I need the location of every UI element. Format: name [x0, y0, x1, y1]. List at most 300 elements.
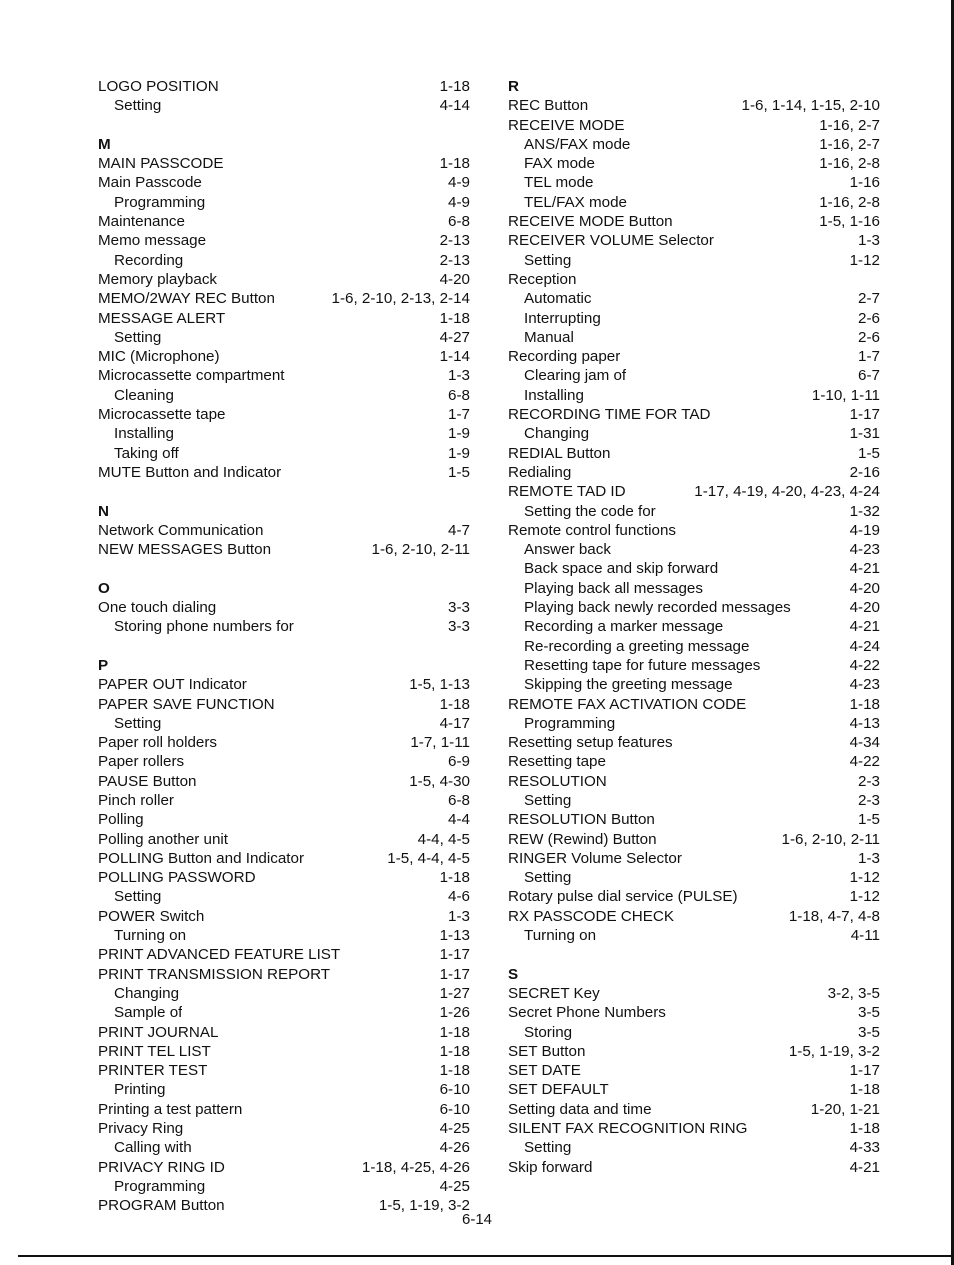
entry-term: Programming	[114, 1177, 206, 1195]
entry-pages: 1-17	[849, 406, 880, 424]
entry-term: REW (Rewind) Button	[508, 830, 657, 848]
entry-term: Setting the code for	[524, 502, 656, 520]
entry-term: SET DATE	[508, 1062, 581, 1080]
entry-pages: 1-16	[849, 174, 880, 192]
entry-pages: 1-12	[849, 888, 880, 906]
index-subentry	[98, 1003, 470, 1022]
entry-term: RECEIVE MODE	[508, 116, 625, 134]
entry-pages: 1-16, 2-8	[819, 155, 880, 173]
entry-pages: 4-27	[439, 328, 470, 346]
index-entry	[98, 540, 470, 559]
index-entry	[98, 598, 470, 617]
entry-term: Setting	[114, 328, 162, 346]
index-subentry	[508, 193, 880, 212]
entry-pages: 2-6	[858, 328, 880, 346]
entry-pages: 1-5, 1-13	[409, 676, 470, 694]
index-subentry	[508, 154, 880, 173]
entry-term: POWER Switch	[98, 907, 205, 925]
index-entry	[508, 231, 880, 250]
index-entry	[98, 791, 470, 810]
entry-pages: 1-6, 2-10, 2-11	[371, 541, 470, 559]
index-entry	[508, 212, 880, 231]
index-subentry	[98, 617, 470, 636]
entry-pages: 4-34	[849, 734, 880, 752]
entry-pages: 4-9	[448, 193, 470, 211]
entry-term: LOGO POSITION	[98, 78, 219, 95]
entry-pages: 1-16, 2-8	[819, 193, 880, 211]
entry-pages: 6-7	[858, 367, 880, 385]
entry-term: Changing	[114, 984, 180, 1002]
entry-pages: 4-23	[849, 676, 880, 694]
entry-term: MAIN PASSCODE	[98, 155, 224, 173]
entry-pages: 6-8	[448, 791, 470, 809]
entry-term: Programming	[114, 193, 206, 211]
entry-pages: 4-25	[439, 1177, 470, 1195]
entry-term: Skipping the greeting message	[524, 676, 733, 694]
entry-term: Microcassette tape	[98, 406, 226, 424]
index-entry	[98, 173, 470, 192]
index-subentry	[508, 1138, 880, 1157]
index-entry	[98, 695, 470, 714]
index-entry	[508, 810, 880, 829]
entry-term: Secret Phone Numbers	[508, 1004, 666, 1022]
section-gap	[98, 116, 470, 135]
entry-term: RESOLUTION	[508, 772, 607, 790]
section-gap	[98, 637, 470, 656]
entry-term: SET Button	[508, 1042, 586, 1060]
entry-pages: 1-5	[858, 811, 880, 829]
entry-pages: 1-18	[439, 78, 470, 95]
index-subentry	[508, 637, 880, 656]
entry-pages: 4-24	[849, 637, 880, 655]
entry-term: PRINT TEL LIST	[98, 1042, 211, 1060]
entry-pages: 4-26	[439, 1139, 470, 1157]
index-subentry	[508, 289, 880, 308]
entry-pages: 1-7, 1-11	[410, 734, 470, 752]
entry-pages: 1-3	[448, 367, 470, 385]
index-subentry	[98, 926, 470, 945]
entry-term: Resetting tape for future messages	[524, 656, 761, 674]
entry-term: Interrupting	[524, 309, 601, 327]
index-entry	[508, 116, 880, 135]
entry-term: Clearing jam of	[524, 367, 627, 385]
entry-term: MESSAGE ALERT	[98, 309, 226, 327]
index-entry	[98, 907, 470, 926]
entry-term: SILENT FAX RECOGNITION RING	[508, 1120, 748, 1138]
index-column-right	[508, 77, 880, 1177]
section-gap	[98, 482, 470, 501]
index-subentry	[98, 714, 470, 733]
entry-term: Installing	[524, 386, 584, 404]
entry-pages: 1-18, 4-7, 4-8	[788, 907, 880, 925]
entry-term: MUTE Button and Indicator	[98, 463, 282, 481]
entry-pages: 1-12	[849, 251, 880, 269]
entry-term: PROGRAM Button	[98, 1197, 225, 1215]
entry-pages: 1-7	[858, 348, 880, 366]
entry-pages: 1-16, 2-7	[819, 116, 880, 134]
entry-term: Setting	[524, 1139, 572, 1157]
entry-pages: 1-5	[858, 444, 880, 462]
index-entry	[98, 810, 470, 829]
entry-term: RESOLUTION Button	[508, 811, 655, 829]
index-entry	[508, 405, 880, 424]
entry-pages: 1-3	[448, 907, 470, 925]
entry-term: Storing	[524, 1023, 573, 1041]
entry-pages: 4-6	[448, 888, 470, 906]
index-subentry	[98, 444, 470, 463]
entry-pages: 1-12	[849, 869, 880, 887]
entry-pages: 1-18, 4-25, 4-26	[361, 1158, 470, 1176]
section-letter: P	[98, 656, 109, 674]
index-subentry	[98, 96, 470, 115]
index-entry	[508, 1042, 880, 1061]
entry-term: Privacy Ring	[98, 1120, 184, 1138]
entry-pages: 4-25	[439, 1120, 470, 1138]
entry-pages: 4-21	[849, 1158, 880, 1176]
entry-term: Printing a test pattern	[98, 1100, 243, 1118]
entry-pages: 3-3	[448, 599, 470, 617]
entry-pages: 4-7	[448, 521, 470, 539]
entry-pages: 6-10	[439, 1081, 470, 1099]
entry-term: Taking off	[114, 444, 179, 462]
entry-term: REMOTE FAX ACTIVATION CODE	[508, 695, 747, 713]
entry-term: PRINT TRANSMISSION REPORT	[98, 965, 331, 983]
entry-pages: 1-5, 1-19, 3-2	[788, 1042, 880, 1060]
index-entry	[508, 96, 880, 115]
entry-term: Setting	[114, 888, 162, 906]
index-entry	[508, 752, 880, 771]
index-entry	[98, 830, 470, 849]
entry-pages: 1-26	[439, 1004, 470, 1022]
entry-pages: 4-20	[849, 579, 880, 597]
section-letter: M	[98, 135, 111, 153]
entry-term: Redialing	[508, 463, 572, 481]
index-subentry	[508, 424, 880, 443]
index-subentry	[98, 984, 470, 1003]
entry-term: PRIVACY RING ID	[98, 1158, 225, 1176]
index-entry	[98, 733, 470, 752]
entry-term: Skip forward	[508, 1158, 593, 1176]
entry-term: Polling another unit	[98, 830, 229, 848]
entry-term: ANS/FAX mode	[524, 135, 631, 153]
entry-term: Setting data and time	[508, 1100, 652, 1118]
entry-pages: 4-20	[439, 270, 470, 288]
entry-pages: 3-2, 3-5	[827, 984, 880, 1002]
index-entry	[508, 733, 880, 752]
index-subentry	[508, 926, 880, 945]
entry-pages: 1-31	[849, 425, 880, 443]
entry-pages: 6-8	[448, 386, 470, 404]
index-entry	[508, 830, 880, 849]
index-entry	[98, 231, 470, 250]
entry-pages: 1-18	[439, 1042, 470, 1060]
section-gap	[98, 559, 470, 578]
index-subentry	[98, 1080, 470, 1099]
entry-pages: 4-13	[849, 714, 880, 732]
entry-term: MEMO/2WAY REC Button	[98, 290, 275, 308]
bottom-rule	[18, 1255, 954, 1257]
entry-term: SET DEFAULT	[508, 1081, 609, 1099]
index-subentry	[508, 251, 880, 270]
index-entry	[98, 772, 470, 791]
entry-term: POLLING Button and Indicator	[98, 849, 304, 867]
entry-term: Pinch roller	[98, 791, 174, 809]
index-subentry	[508, 386, 880, 405]
page-number: 6-14	[461, 1211, 493, 1228]
entry-pages: 1-18	[849, 1081, 880, 1099]
entry-pages: 1-14	[439, 348, 470, 366]
index-subentry	[508, 502, 880, 521]
entry-pages: 6-9	[448, 753, 470, 771]
entry-term: PAPER OUT Indicator	[98, 676, 247, 694]
entry-pages: 1-5	[448, 463, 470, 481]
index-subentry	[98, 328, 470, 347]
index-subentry	[508, 309, 880, 328]
index-entry	[508, 1100, 880, 1119]
entry-pages: 2-7	[858, 290, 880, 308]
entry-pages: 2-13	[439, 232, 470, 250]
index-entry	[508, 463, 880, 482]
index-entry	[508, 347, 880, 366]
entry-term: Paper rollers	[98, 753, 185, 771]
entry-term: Setting	[524, 251, 572, 269]
entry-pages: 2-16	[849, 463, 880, 481]
entry-pages: 4-33	[849, 1139, 880, 1157]
entry-pages: 1-17	[439, 965, 470, 983]
index-entry	[508, 907, 880, 926]
entry-pages: 2-3	[858, 772, 880, 790]
index-entry	[98, 521, 470, 540]
entry-term: Main Passcode	[98, 174, 202, 192]
entry-pages: 2-13	[439, 251, 470, 269]
entry-pages: 4-9	[448, 174, 470, 192]
entry-term: Memo message	[98, 232, 207, 250]
entry-term: Polling	[98, 811, 144, 829]
index-subentry	[508, 328, 880, 347]
entry-term: Setting	[524, 869, 572, 887]
index-subentry	[508, 617, 880, 636]
entry-pages: 1-17, 4-19, 4-20, 4-23, 4-24	[694, 483, 880, 501]
entry-pages: 1-18	[849, 1120, 880, 1138]
index-entry	[98, 347, 470, 366]
entry-term: MIC (Microphone)	[98, 348, 220, 366]
index-subentry	[508, 656, 880, 675]
entry-term: Recording paper	[508, 348, 621, 366]
entry-pages: 6-10	[439, 1100, 470, 1118]
index-subentry	[508, 540, 880, 559]
index-subentry	[98, 424, 470, 443]
entry-term: Recording a marker message	[524, 618, 724, 636]
entry-term: Re-recording a greeting message	[524, 637, 750, 655]
index-entry	[98, 1061, 470, 1080]
index-entry	[508, 1003, 880, 1022]
entry-term: Resetting tape	[508, 753, 606, 771]
index-entry	[98, 77, 470, 96]
entry-pages: 3-5	[858, 1004, 880, 1022]
index-entry	[98, 463, 470, 482]
entry-pages: 1-6, 2-10, 2-11	[781, 830, 880, 848]
entry-term: REMOTE TAD ID	[508, 483, 626, 501]
entry-pages: 4-4	[448, 811, 470, 829]
index-subentry	[508, 791, 880, 810]
index-entry	[98, 1023, 470, 1042]
index-entry	[98, 212, 470, 231]
index-entry	[98, 289, 470, 308]
entry-pages: 1-20, 1-21	[810, 1100, 880, 1118]
entry-term: Setting	[114, 97, 162, 115]
entry-term: RECEIVER VOLUME Selector	[508, 232, 714, 250]
index-subentry	[508, 598, 880, 617]
entry-pages: 3-5	[858, 1023, 880, 1041]
section-letter: O	[98, 579, 110, 597]
entry-term: Automatic	[524, 290, 592, 308]
entry-term: Turning on	[114, 927, 187, 945]
index-entry	[508, 521, 880, 540]
index-entry	[508, 887, 880, 906]
index-entry	[98, 1158, 470, 1177]
section-gap	[508, 945, 880, 964]
section-letter: R	[508, 78, 519, 95]
entry-pages: 4-23	[849, 541, 880, 559]
entry-pages: 1-18	[439, 1062, 470, 1080]
index-entry	[508, 1119, 880, 1138]
entry-pages: 2-6	[858, 309, 880, 327]
entry-term: Paper roll holders	[98, 734, 218, 752]
entry-term: Manual	[524, 328, 574, 346]
entry-term: RECEIVE MODE Button	[508, 213, 673, 231]
index-entry	[508, 772, 880, 791]
entry-pages: 1-5, 4-4, 4-5	[387, 849, 470, 867]
entry-pages: 1-9	[448, 444, 470, 462]
entry-pages: 1-5, 4-30	[409, 772, 470, 790]
index-entry	[98, 1100, 470, 1119]
index-subentry	[98, 1177, 470, 1196]
index-subentry	[508, 714, 880, 733]
entry-term: Remote control functions	[508, 521, 676, 539]
entry-pages: 1-10, 1-11	[811, 386, 880, 404]
entry-term: RECORDING TIME FOR TAD	[508, 406, 711, 424]
entry-pages: 4-17	[439, 714, 470, 732]
entry-term: Setting	[524, 791, 572, 809]
entry-term: Installing	[114, 425, 174, 443]
entry-term: SECRET Key	[508, 984, 600, 1002]
entry-pages: 1-5, 1-16	[819, 213, 880, 231]
entry-term: PAPER SAVE FUNCTION	[98, 695, 275, 713]
entry-term: Cleaning	[114, 386, 174, 404]
index-entry	[508, 695, 880, 714]
entry-term: Turning on	[524, 927, 597, 945]
index-subentry	[508, 135, 880, 154]
entry-term: RINGER Volume Selector	[508, 849, 682, 867]
index-entry	[98, 154, 470, 173]
entry-term: TEL mode	[524, 174, 594, 192]
index-subentry	[98, 251, 470, 270]
entry-pages: 1-18	[439, 695, 470, 713]
index-entry	[98, 752, 470, 771]
entry-pages: 6-8	[448, 213, 470, 231]
entry-pages: 1-18	[439, 155, 470, 173]
entry-pages: 1-13	[439, 927, 470, 945]
entry-term: Sample of	[114, 1004, 183, 1022]
entry-pages: 1-6, 2-10, 2-13, 2-14	[331, 290, 470, 308]
entry-pages: 4-22	[849, 656, 880, 674]
entry-term: One touch dialing	[98, 599, 217, 617]
index-entry	[508, 482, 880, 501]
index-subentry	[508, 559, 880, 578]
index-entry	[508, 984, 880, 1003]
entry-term: Resetting setup features	[508, 734, 673, 752]
entry-term: REDIAL Button	[508, 444, 611, 462]
entry-term: Programming	[524, 714, 616, 732]
entry-term: Microcassette compartment	[98, 367, 285, 385]
entry-term: Changing	[524, 425, 590, 443]
index-entry	[98, 965, 470, 984]
entry-pages: 4-19	[849, 521, 880, 539]
entry-term: RX PASSCODE CHECK	[508, 907, 674, 925]
entry-term: Storing phone numbers for	[114, 618, 294, 636]
index-entry	[98, 675, 470, 694]
entry-pages: 4-14	[439, 97, 470, 115]
entry-pages: 1-3	[858, 849, 880, 867]
index-entry	[98, 868, 470, 887]
entry-term: REC Button	[508, 97, 589, 115]
entry-pages: 1-17	[439, 946, 470, 964]
index-subentry	[98, 1138, 470, 1157]
entry-term: PRINT ADVANCED FEATURE LIST	[98, 946, 341, 964]
entry-term: Memory playback	[98, 270, 218, 288]
index-subentry	[508, 1023, 880, 1042]
entry-pages: 1-18	[439, 1023, 470, 1041]
entry-pages: 4-22	[849, 753, 880, 771]
index-subentry	[508, 579, 880, 598]
index-subentry	[508, 868, 880, 887]
index-entry	[98, 1119, 470, 1138]
entry-term: PRINTER TEST	[98, 1062, 208, 1080]
entry-term: NEW MESSAGES Button	[98, 541, 272, 559]
index-entry	[98, 405, 470, 424]
index-entry	[508, 1080, 880, 1099]
index-column-left	[98, 77, 470, 1216]
entry-pages: 4-21	[849, 560, 880, 578]
entry-term: Back space and skip forward	[524, 560, 719, 578]
entry-term: PRINT JOURNAL	[98, 1023, 219, 1041]
entry-pages: 1-18	[849, 695, 880, 713]
index-entry	[98, 1042, 470, 1061]
index-entry	[98, 309, 470, 328]
index-entry	[508, 444, 880, 463]
entry-pages: 1-18	[439, 309, 470, 327]
index-subentry	[508, 675, 880, 694]
entry-pages: 2-3	[858, 791, 880, 809]
entry-term: Playing back all messages	[524, 579, 703, 597]
entry-pages: 1-7	[448, 406, 470, 424]
entry-term: FAX mode	[524, 155, 595, 173]
index-entry	[98, 270, 470, 289]
entry-pages: 1-5, 1-19, 3-2	[378, 1197, 470, 1215]
entry-pages: 1-6, 1-14, 1-15, 2-10	[741, 97, 880, 115]
entry-pages: 4-4, 4-5	[417, 830, 470, 848]
index-subentry	[98, 193, 470, 212]
index-entry	[508, 270, 880, 289]
entry-term: Playing back newly recorded messages	[524, 599, 791, 617]
entry-term: Printing	[114, 1081, 166, 1099]
entry-term: Calling with	[114, 1139, 192, 1157]
index-entry	[98, 849, 470, 868]
entry-term: Network Communication	[98, 521, 264, 539]
index-subentry	[98, 887, 470, 906]
index-subentry	[508, 366, 880, 385]
entry-term: TEL/FAX mode	[524, 193, 627, 211]
